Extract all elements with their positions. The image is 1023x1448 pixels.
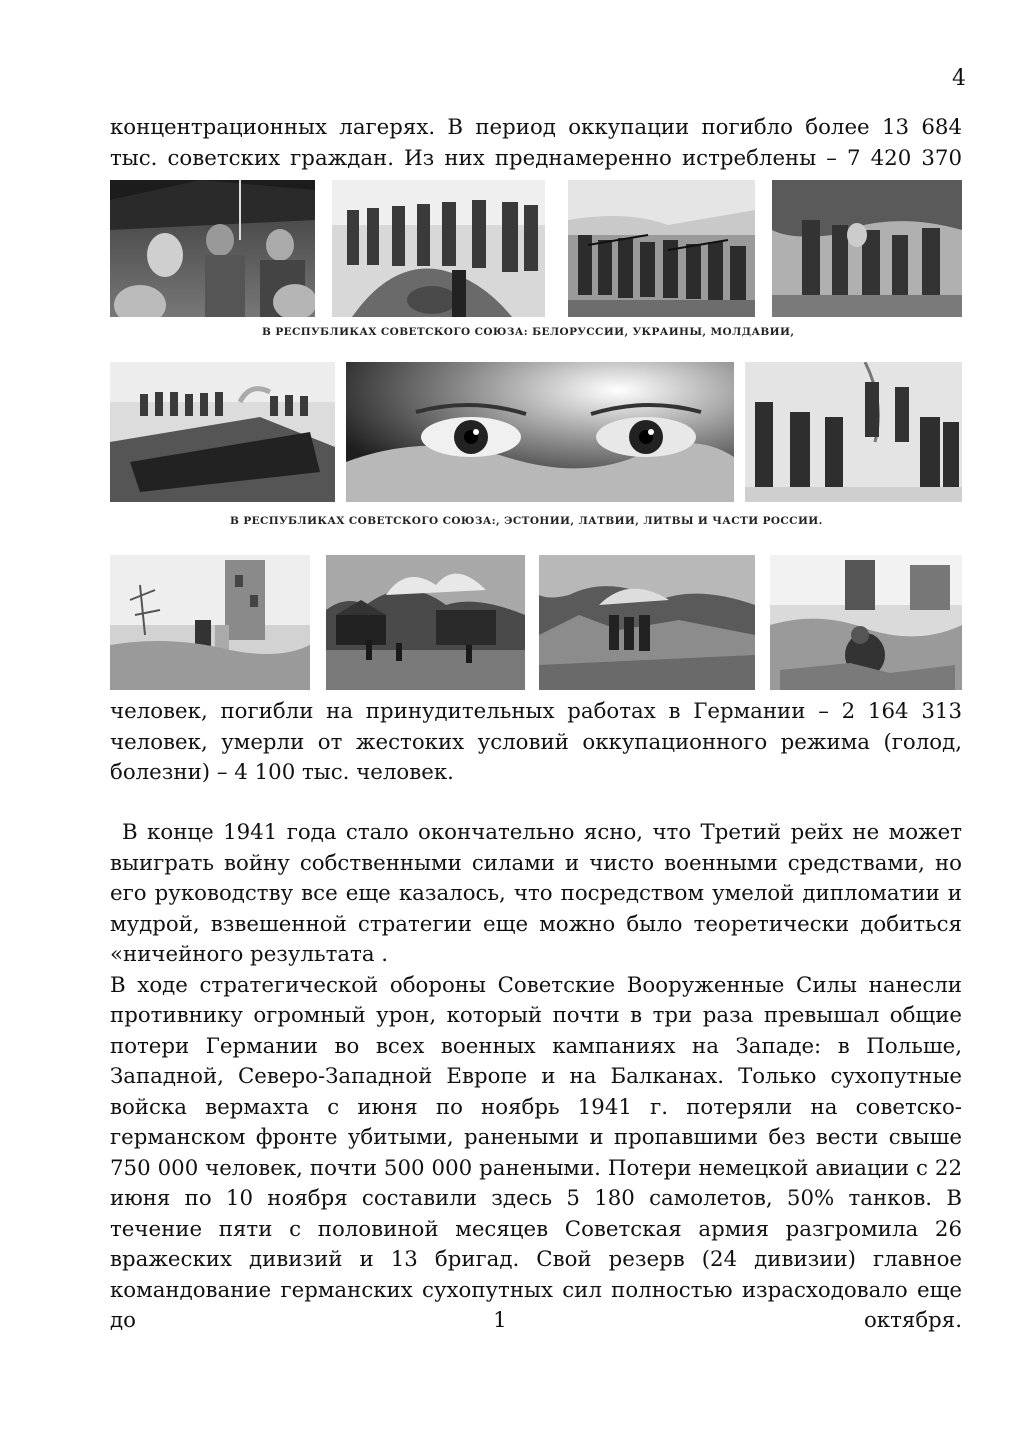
paragraph: человек, погибли на принудительных работах в Германии – 2 164 313 человек, умерли от жестоких условий оккупационного режима (голод, болезни) – 4 100 тыс. человек. [110, 699, 962, 785]
photo-caption: В РЕСПУБЛИКАХ СОВЕТСКОГО СОЮЗА:, ЭСТОНИИ, ЛАТВИИ, ЛИТВЫ И ЧАСТИ РОССИИ. [230, 515, 823, 527]
paragraph: В ходе стратегической обороны Советские Вооруженные Силы нанесли противнику огромный урон, который почти в три раза превышал общие потери Германии во всех военных кампаниях на Западе: в Польше, Западной, Северо-Западной Европе и на Балканах. Только сухопутные войска вермахта с июня по ноябрь 1941 г. потеряли на советско-германском фронте убитыми, ранеными и пропавшими без вести свыше 750 000 человек, почти 500 000 ранеными. Потери немецкой авиации с 22 июня по 10 ноября составили здесь 5 180 самолетов, 50% танков. В течение пяти с половиной месяцев Советская армия разгромила 26 вражеских дивизий и 13 бригад. Свой резерв (24 дивизии) главное командование германских сухопутных сил полностью израсходовало еще до 1 октября. [110, 972, 962, 1333]
photo-mass-grave-trench [110, 362, 335, 502]
photo-soldiers-shooting [568, 180, 755, 317]
photo-ruins-grieving-woman [770, 555, 962, 690]
page-number: 4 [952, 66, 966, 91]
photo-execution-hanging [110, 180, 315, 317]
paragraph: В конце 1941 года стало окончательно ясно, что Третий рейх не может выиграть войну собственными силами и чисто военными средствами, но его руководству все еще казалось, что посредством умелой дипломатии и мудрой, взвешенной стратегии еще можно было теоретически добиться «ничейного результата . [110, 820, 962, 967]
photo-burning-village [326, 555, 525, 690]
photo-hanging-soldiers [745, 362, 962, 502]
photo-ruins-child [110, 555, 310, 690]
photo-caption: В РЕСПУБЛИКАХ СОВЕТСКОГО СОЮЗА: БЕЛОРУССИИ, УКРАИНЫ, МОЛДАВИИ, [262, 326, 795, 338]
paragraph: концентрационных лагерях. В период оккупации погибло более 13 684 тыс. советских граждан. Из них преднамеренно истреблены – 7 420 370 [110, 115, 962, 171]
photo-firing-squad-crowd [332, 180, 545, 317]
photo-eyes-in-clouds [346, 362, 734, 502]
text-block-top [110, 113, 962, 174]
photo-destroyed-town-women [539, 555, 755, 690]
text-block-bottom [110, 818, 962, 1337]
text-block-middle [110, 697, 962, 789]
photo-hanging-crowd [772, 180, 962, 317]
